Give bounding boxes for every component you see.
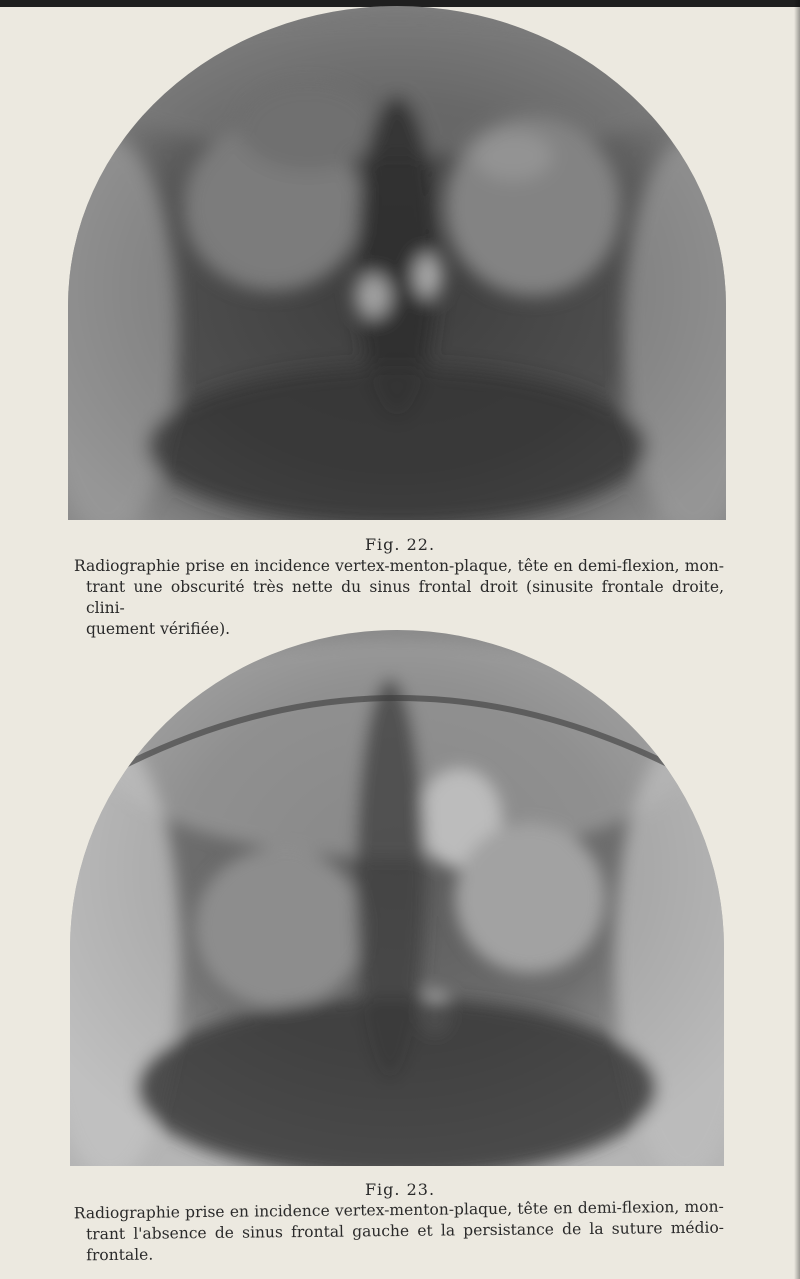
radiograph-fig-23: [70, 628, 724, 1166]
caption-line: quement vérifiée).: [86, 620, 231, 638]
caption-line: trant l'absence de sinus frontal gauche et la persistance de la suture médio-frontale.: [85, 1218, 725, 1265]
caption-line: trant une obscurité très nette du sinus frontal droit (sinusite frontale droite, clini-: [86, 578, 724, 617]
radiograph-fig-22: [68, 6, 726, 520]
caption-line: Radiographie prise en incidence vertex-menton-plaque, tête en demi-flexion, mon-: [74, 557, 724, 575]
figure-label: Fig. 22.: [364, 535, 436, 554]
caption-line: Radiographie prise en incidence vertex-menton-plaque, tête en demi-flexion, mon-: [73, 1197, 724, 1223]
page-binding-shadow: [794, 0, 800, 1279]
figure-label: Fig. 23.: [364, 1180, 436, 1199]
figure-caption: [74, 1197, 725, 1267]
